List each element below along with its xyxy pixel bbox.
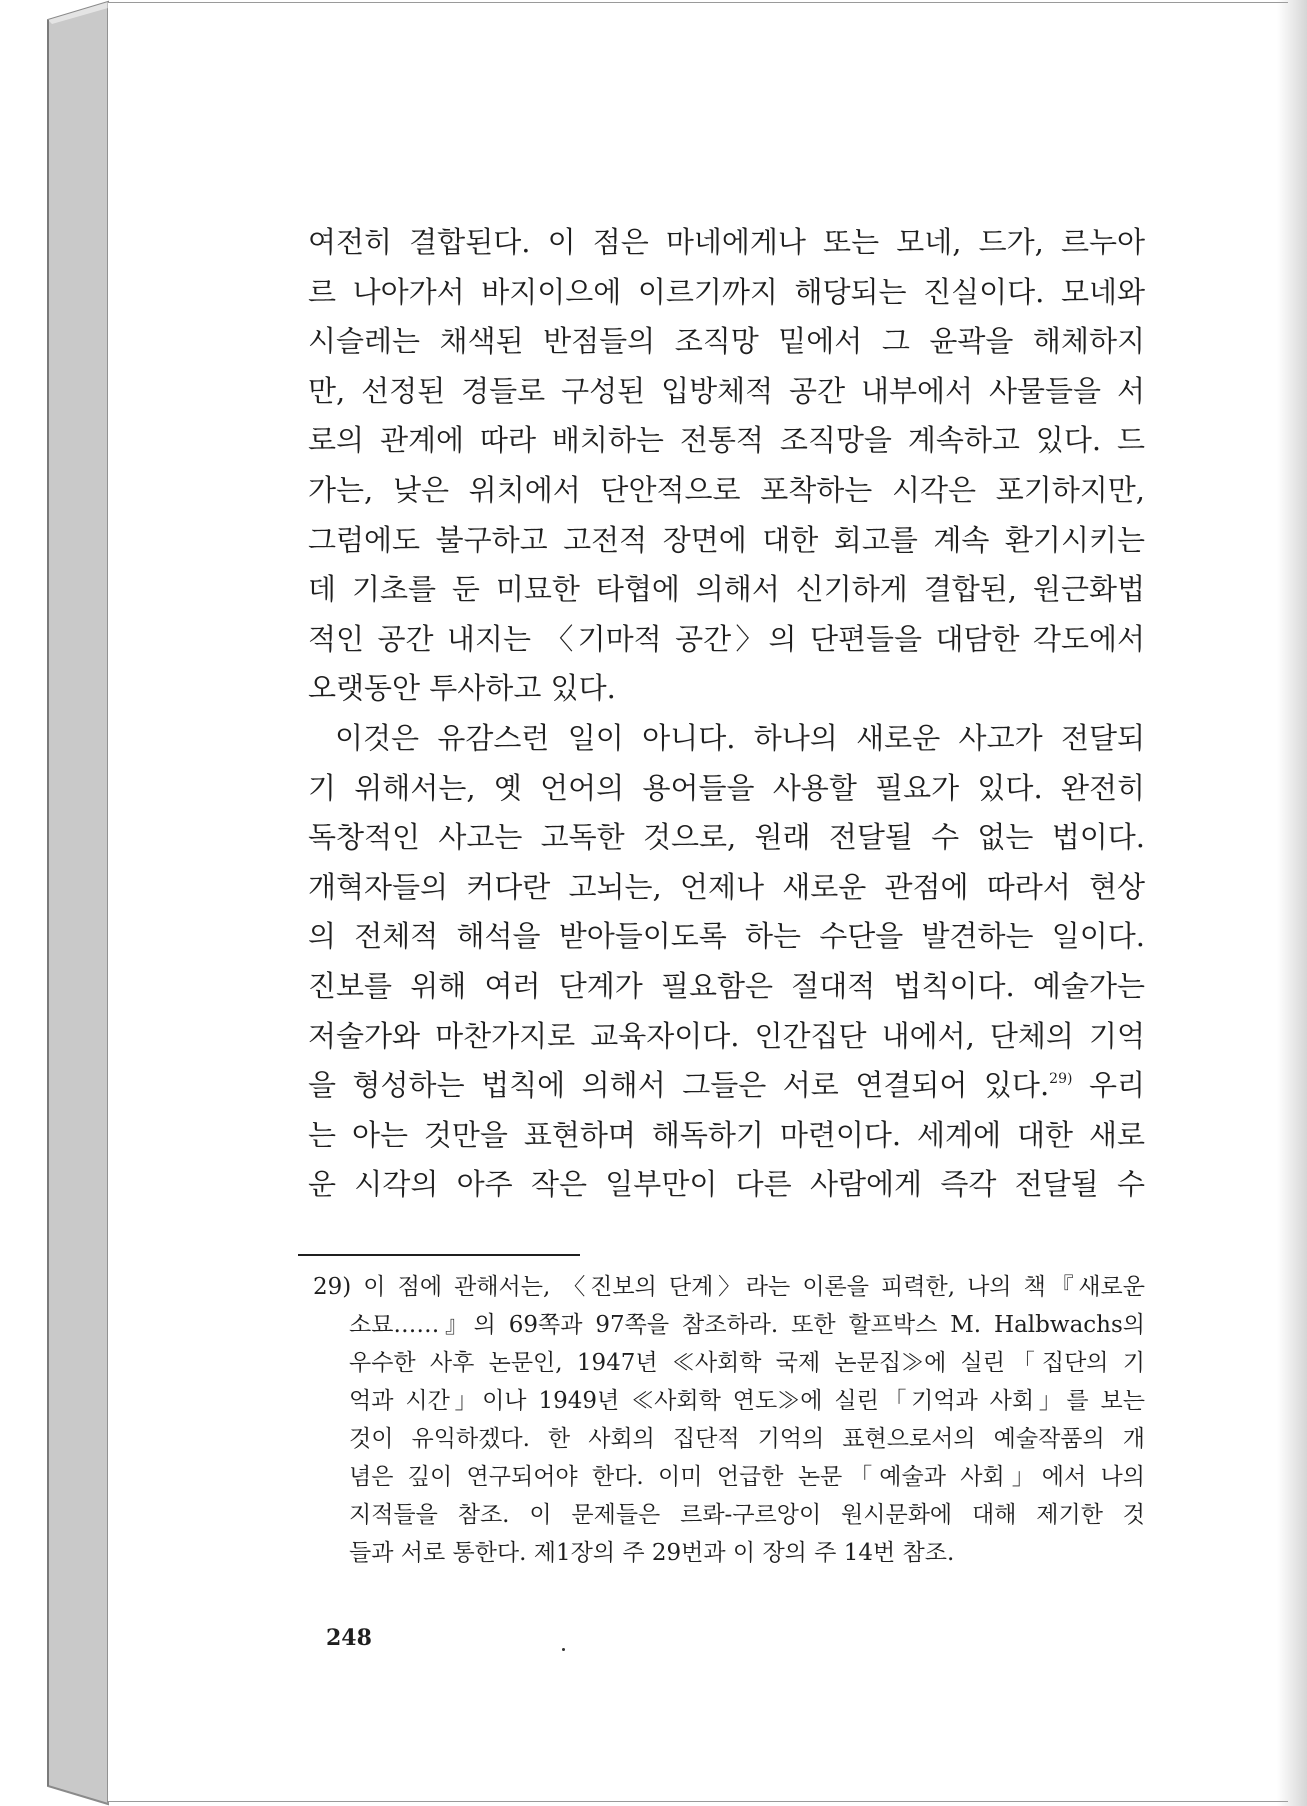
body-line-tail: 우리 bbox=[1072, 1068, 1145, 1103]
body-text bbox=[308, 218, 1145, 1210]
body-line: 여전히 결합된다. 이 점은 마네에게나 또는 모네, 드가, 르누아 bbox=[308, 225, 1145, 259]
body-line: 오랫동안 투사하고 있다. bbox=[308, 671, 616, 706]
body-line: 그럼에도 불구하고 고전적 장면에 대한 회고를 계속 환기시키는 bbox=[308, 522, 1145, 557]
book-spine-graphic bbox=[0, 0, 110, 1806]
body-line: 르 나아가서 바지이으에 이르기까지 해당되는 진실이다. 모네와 bbox=[308, 274, 1145, 309]
page-edge-shadow bbox=[1277, 0, 1307, 1806]
footnote-line: 29) 이 점에 관해서는, 〈진보의 단계〉라는 이론을 피력한, 나의 책『새로운 bbox=[313, 1274, 1145, 1300]
footnote-line: 소묘……』의 69쪽과 97쪽을 참조하라. 또한 할프박스 M. Halbwachs의 bbox=[349, 1312, 1145, 1338]
footnote-line: 념은 깊이 연구되어야 한다. 이미 언급한 논문「예술과 사회」에서 나의 bbox=[349, 1464, 1145, 1490]
body-line: 저술가와 마찬가지로 교육자이다. 인간집단 내에서, 단체의 기억 bbox=[308, 1018, 1145, 1053]
body-line: 로의 관계에 따라 배치하는 전통적 조직망을 계속하고 있다. 드 bbox=[308, 423, 1145, 458]
body-line: 이것은 유감스런 일이 아니다. 하나의 새로운 사고가 전달되 bbox=[335, 720, 1145, 755]
body-line: 진보를 위해 여러 단계가 필요함은 절대적 법칙이다. 예술가는 bbox=[308, 968, 1145, 1003]
footnote-line: 우수한 사후 논문인, 1947년 ≪사회학 국제 논문집≫에 실린「집단의 기 bbox=[349, 1350, 1145, 1376]
footnote-reference[interactable]: 29) bbox=[1049, 1071, 1073, 1088]
body-line: 시슬레는 채색된 반점들의 조직망 밑에서 그 윤곽을 해체하지 bbox=[308, 324, 1145, 359]
footnote-line: 지적들을 참조. 이 문제들은 르롸-구르앙이 원시문화에 대해 제기한 것 bbox=[349, 1502, 1145, 1528]
body-line: 독창적인 사고는 고독한 것으로, 원래 전달될 수 없는 법이다. bbox=[308, 820, 1145, 855]
body-line: 운 시각의 아주 작은 일부만이 다른 사람에게 즉각 전달될 수 bbox=[308, 1167, 1145, 1202]
page-number: 248 bbox=[326, 1625, 372, 1651]
footnotes bbox=[313, 1268, 1145, 1572]
footnote-line: 억과 시간」이나 1949년 ≪사회학 연도≫에 실린「기억과 사회」를 보는 bbox=[349, 1388, 1145, 1414]
body-line: 데 기초를 둔 미묘한 타협에 의해서 신기하게 결합된, 원근화법 bbox=[308, 572, 1145, 607]
body-line: 기 위해서는, 옛 언어의 용어들을 사용할 필요가 있다. 완전히 bbox=[308, 770, 1145, 805]
body-line: 개혁자들의 커다란 고뇌는, 언제나 새로운 관점에 따라서 현상 bbox=[308, 869, 1145, 904]
body-line: 가는, 낮은 위치에서 단안적으로 포착하는 시각은 포기하지만, bbox=[308, 472, 1145, 507]
body-line-with-footnote-ref bbox=[308, 1061, 1145, 1111]
body-line: 의 전체적 해석을 받아들이도록 하는 수단을 발견하는 일이다. bbox=[308, 919, 1145, 954]
footnote-divider bbox=[298, 1254, 580, 1256]
scan-dot bbox=[562, 1648, 565, 1651]
body-line: 는 아는 것만을 표현하며 해독하기 마련이다. 세계에 대한 새로 bbox=[308, 1117, 1145, 1152]
footnote-line: 들과 서로 통한다. 제1장의 주 29번과 이 장의 주 14번 참조. bbox=[349, 1540, 955, 1566]
body-line-text: 을 형성하는 법칙에 의해서 그들은 서로 연결되어 있다. bbox=[308, 1068, 1050, 1103]
book-spine bbox=[0, 0, 110, 1806]
body-line: 만, 선정된 경들로 구성된 입방체적 공간 내부에서 사물들을 서 bbox=[308, 373, 1145, 408]
footnote-line: 것이 유익하겠다. 한 사회의 집단적 기억의 표현으로서의 예술작품의 개 bbox=[349, 1426, 1145, 1452]
body-line: 적인 공간 내지는 〈기마적 공간〉의 단편들을 대담한 각도에서 bbox=[308, 621, 1145, 656]
